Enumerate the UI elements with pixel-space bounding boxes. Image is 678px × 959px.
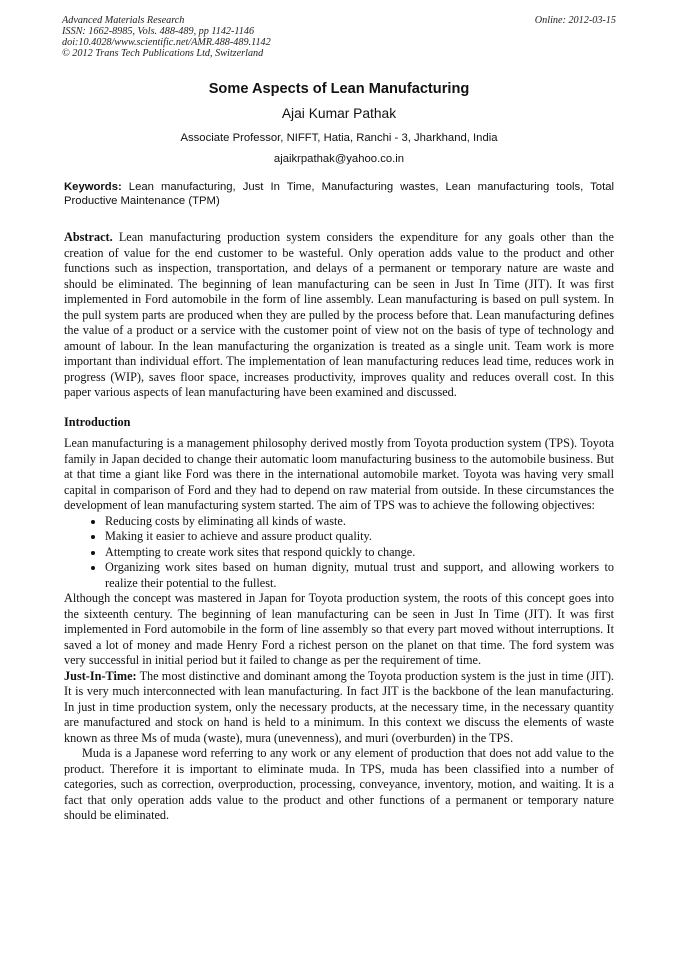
journal-copyright: © 2012 Trans Tech Publications Ltd, Switzerland: [62, 48, 264, 59]
paper-body: [64, 230, 614, 824]
abstract-label: Abstract.: [64, 230, 113, 244]
section-heading-introduction: Introduction: [64, 414, 131, 429]
journal-doi: doi:10.4028/www.scientific.net/AMR.488-489.1142: [62, 37, 271, 48]
jit-paragraph: [64, 669, 614, 747]
abstract-text: Lean manufacturing production system considers the expenditure for any goals other than the creation of value for the end customer to be wasteful. Only operation adds value to the product and other functions such as inspection, transportation, and delays of a permanent or temporary nature are waste and should be eliminated. The beginning of lean manufacturing can be seen in Just In Time (JIT). It was first implemented in Ford automobile in the form of line assembly. Lean manufacturing is based on pull system. In the pull system parts are produced when they are pulled by the process before that. Lean manufacturing defines the value of a product or a service with the customer point of view not on the basis of type of technology and amount of labour. In the lean manufacturing the organization is treated as a single unit. Team work is more important than individual effort. The implementation of lean manufacturing reduces lead time, reduces work in progress (WIP), saves floor space, increases productivity, improves quality and reduces overall cost. In this paper various aspects of lean manufacturing have been examined and discussed.: [64, 230, 614, 399]
list-item: • Organizing work sites based on human dignity, mutual trust and support, and allowing workers to realize their potential to the fullest.: [105, 560, 614, 591]
journal-issn: ISSN: 1662-8985, Vols. 488-489, pp 1142-1146: [62, 26, 255, 37]
author-email: ajaikrpathak@yahoo.co.in: [273, 153, 405, 165]
intro-paragraph-2: Although the concept was mastered in Japan for Toyota production system, the roots of this concept goes into the sixteenth century. The beginning of lean manufacturing can be seen in Just In Time (JIT). It was first implemented in Ford automobile in the form of line assembly so that every part moved without interruptions. It saved a lot of money and made Henry Ford a richest person on the planet on that time. The ford system was very successful in initial period but it failed to change as per the requirement of time.: [64, 591, 614, 667]
jit-text: The most distinctive and dominant among the Toyota production system is the just in time (JIT). It is very much interconnected with lean manufacturing. In fact JIT is the backbone of the lean manufacturing. In just in time production system, only the necessary products, at the necessary time, in the necessary quantity are manufactured and stock on hand is held to a minimum. In this context we discuss the elements of waste known as three Ms of muda (waste), mura (unevenness), and muri (overburden) in the TPS.: [64, 668, 614, 745]
abstract: [64, 230, 614, 401]
journal-name: Advanced Materials Research: [62, 15, 185, 26]
author-affiliation: Associate Professor, NIFFT, Hatia, Ranchi - 3, Jharkhand, India: [180, 132, 498, 144]
list-item: • Reducing costs by eliminating all kinds of waste.: [105, 514, 614, 530]
author-name: Ajai Kumar Pathak: [281, 106, 397, 121]
keywords: [64, 180, 614, 208]
muda-paragraph: Muda is a Japanese word referring to any work or any element of production that does not add value to the product. Therefore it is important to eliminate muda. In TPS, muda has been classified into a number of categories, such as correction, overproduction, processing, conveyance, inventory, motion, and waiting. It is a fact that only operation adds value to the product and other functions of a permanent or temporary nature should be eliminated.: [64, 746, 614, 822]
keywords-text: Lean manufacturing, Just In Time, Manufacturing wastes, Lean manufacturing tools, Total Productive Maintenance (TPM): [64, 181, 614, 207]
paper-title: Some Aspects of Lean Manufacturing: [208, 81, 470, 97]
journal-header: [62, 15, 616, 59]
list-item: • Attempting to create work sites that respond quickly to change.: [105, 545, 614, 561]
objectives-list: [64, 514, 614, 592]
list-item: • Making it easier to achieve and assure product quality.: [105, 529, 614, 545]
keywords-label: Keywords:: [64, 181, 122, 193]
jit-label: Just-In-Time:: [64, 668, 137, 683]
intro-paragraph-1: Lean manufacturing is a management philosophy derived mostly from Toyota production system (TPS). Toyota family in Japan decided to change their automatic loom manufacturing business to the automobile business. But at that time a giant like Ford was there in the international automobile market. Toyota was having very small capital in comparison of Ford and they had to depend on raw material from outside. In these circumstances the development of lean manufacturing system started. The aim of TPS was to achieve the following objectives:: [64, 436, 614, 512]
online-date: Online: 2012-03-15: [534, 15, 616, 26]
